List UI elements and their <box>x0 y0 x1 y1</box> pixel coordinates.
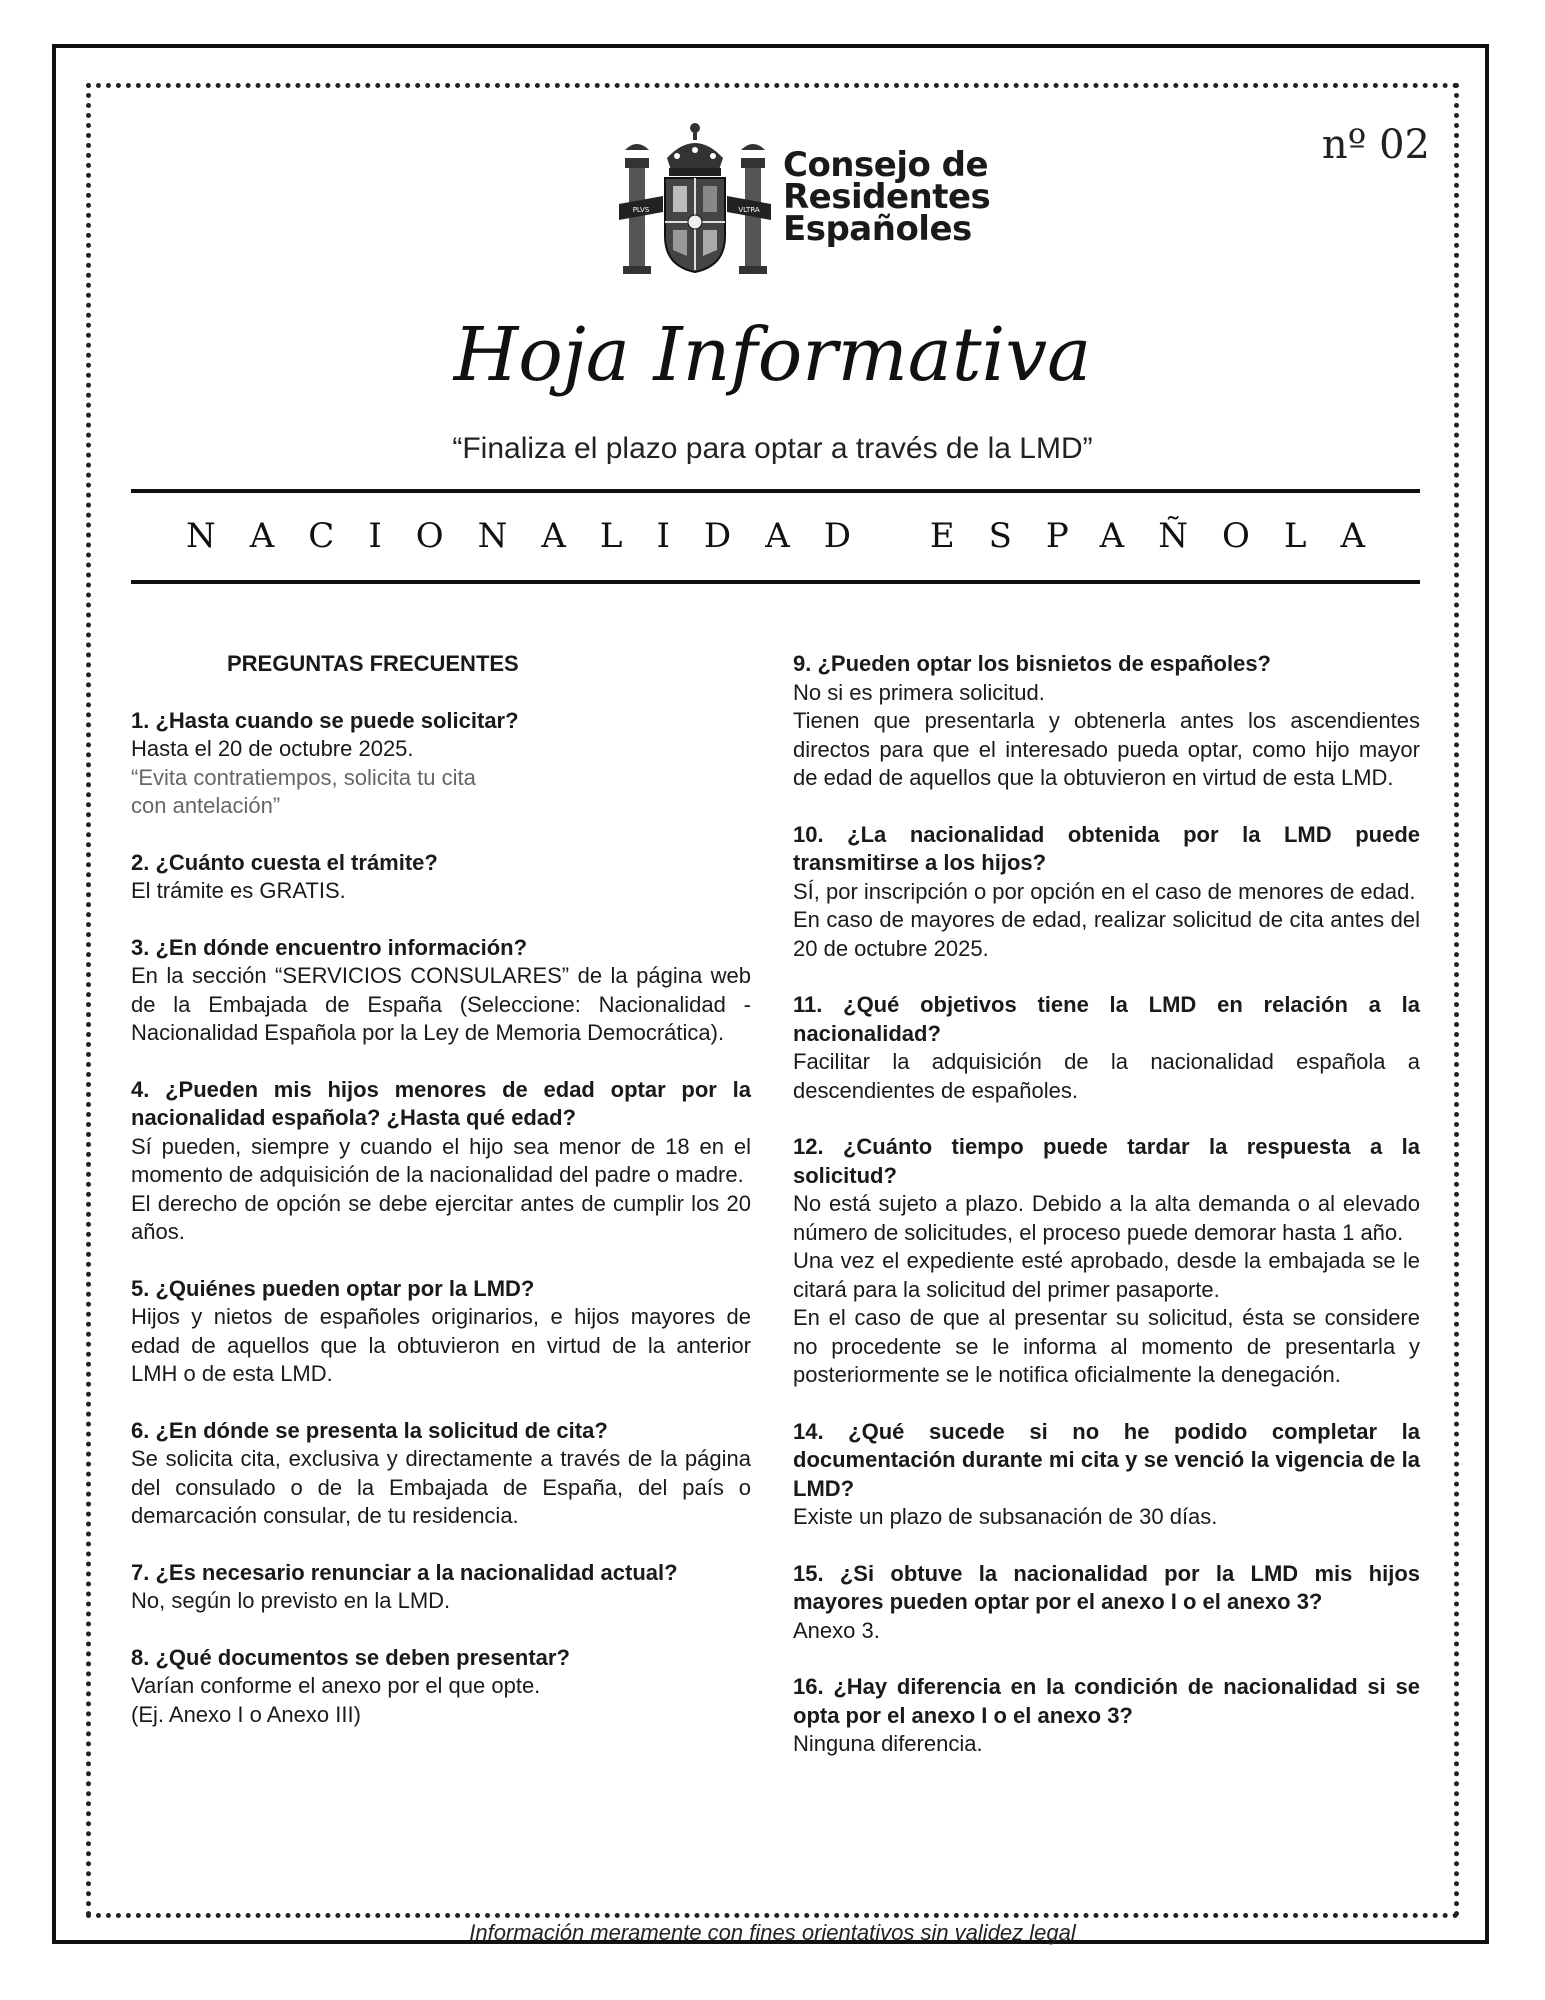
faq-question: 16. ¿Hay diferencia en la condición de nacionalidad si se opta por el anexo I o el anexo 3? <box>793 1674 1420 1728</box>
faq-question: 2. ¿Cuánto cuesta el trámite? <box>131 849 438 875</box>
faq-question: 5. ¿Quiénes pueden optar por la LMD? <box>131 1275 535 1301</box>
organization-name <box>783 145 991 249</box>
section-title: NACIONALIDAD ESPAÑOLA <box>186 516 1399 556</box>
coat-of-arms-icon <box>615 118 775 276</box>
logo <box>615 118 990 276</box>
faq-answer: Sí pueden, siempre y cuando el hijo sea menor de 18 en el momento de adquisición de la nacionalidad del padre o madre. <box>131 1133 751 1187</box>
faq-answer: No, según lo previsto en la LMD. <box>131 1588 451 1613</box>
organization-name-line-1: Consejo de <box>783 145 989 185</box>
faq-answer: Se solicita cita, exclusiva y directamente a través de la página del consulado o de la Embajada de España, del país o demarcación consular, de tu residencia. <box>131 1446 751 1528</box>
faq-answer: En el caso de que al presentar su solicitud, ésta se considere no procedente se le informa al momento de presentarla y posteriormente se le notifica oficialmente la denegación. <box>793 1305 1420 1387</box>
faq-heading: PREGUNTAS FRECUENTES <box>227 651 519 676</box>
faq-item <box>793 991 1420 1105</box>
faq-note: “Evita contratiempos, solicita tu cita <box>131 764 476 790</box>
faq-answer: Varían conforme el anexo por el que opte. <box>131 1673 541 1698</box>
faq-item <box>131 849 751 906</box>
faq-item <box>793 1133 1420 1390</box>
faq-item <box>793 1418 1420 1532</box>
faq-question: 8. ¿Qué documentos se deben presentar? <box>131 1644 570 1670</box>
faq-question: 10. ¿La nacionalidad obtenida por la LMD puede transmitirse a los hijos? <box>793 821 1420 875</box>
faq-item <box>131 934 751 1048</box>
faq-column-right <box>793 650 1420 1787</box>
faq-item <box>793 1673 1420 1759</box>
faq-item <box>131 1076 751 1247</box>
faq-item <box>131 1275 751 1389</box>
faq-question: 12. ¿Cuánto tiempo puede tardar la respuesta a la solicitud? <box>793 1134 1420 1188</box>
ribbon-right-text: VLTRA <box>738 206 760 214</box>
faq-item <box>131 1559 751 1616</box>
top-divider <box>131 489 1420 493</box>
faq-column-left <box>131 650 751 1757</box>
faq-question: 14. ¿Qué sucede si no he podido completar la documentación durante mi cita y se venció la vigencia de la LMD? <box>793 1418 1420 1501</box>
faq-answer: En caso de mayores de edad, realizar solicitud de cita antes del 20 de octubre 2025. <box>793 907 1420 961</box>
faq-answer: Una vez el expediente esté aprobado, desde la embajada se le citará para la solicitud del primer pasaporte. <box>793 1248 1420 1302</box>
faq-answer: (Ej. Anexo I o Anexo III) <box>131 1701 361 1727</box>
faq-note: con antelación” <box>131 793 281 818</box>
faq-question: 11. ¿Qué objetivos tiene la LMD en relación a la nacionalidad? <box>793 992 1420 1046</box>
faq-item <box>131 707 751 821</box>
faq-answer: No si es primera solicitud. <box>793 679 1045 705</box>
faq-answer: Hasta el 20 de octubre 2025. <box>131 736 414 761</box>
faq-answer: Facilitar la adquisición de la nacionalidad española a descendientes de españoles. <box>793 1049 1420 1103</box>
faq-question: 15. ¿Si obtuve la nacionalidad por la LMD mis hijos mayores pueden optar por el anexo I o el anexo 3? <box>793 1560 1420 1614</box>
faq-question: 6. ¿En dónde se presenta la solicitud de cita? <box>131 1417 608 1443</box>
faq-answer: Existe un plazo de subsanación de 30 días. <box>793 1504 1218 1529</box>
faq-answer: Tienen que presentarla y obtenerla antes los ascendientes directos para que el interesado pueda optar, como hijo mayor de edad de aquellos que la obtuvieron en virtud de esta LMD. <box>793 708 1420 790</box>
organization-name-line-3: Españoles <box>783 209 972 249</box>
faq-item <box>131 1644 751 1730</box>
faq-question: 4. ¿Pueden mis hijos menores de edad optar por la nacionalidad española? ¿Hasta qué edad? <box>131 1076 751 1130</box>
footer-disclaimer: Información meramente con fines orientativos sin validez legal <box>469 1920 1076 1945</box>
faq-answer: El trámite es GRATIS. <box>131 878 346 903</box>
faq-item <box>793 821 1420 964</box>
faq-question: 1. ¿Hasta cuando se puede solicitar? <box>131 707 519 733</box>
page-subtitle: “Finaliza el plazo para optar a través de la LMD” <box>452 432 1093 465</box>
faq-answer: Ninguna diferencia. <box>793 1731 983 1756</box>
faq-answer: Anexo 3. <box>793 1617 880 1643</box>
faq-answer: En la sección “SERVICIOS CONSULARES” de la página web de la Embajada de España (Seleccione: Nacionalidad - Nacionalidad Española por la Ley de Memoria Democrática). <box>131 963 751 1045</box>
page-title: Hoja Informativa <box>453 312 1092 398</box>
faq-answer: SÍ, por inscripción o por opción en el caso de menores de edad. <box>793 878 1416 904</box>
faq-item <box>793 1560 1420 1646</box>
faq-item <box>131 1417 751 1531</box>
faq-answer: El derecho de opción se debe ejercitar antes de cumplir los 20 años. <box>131 1190 751 1244</box>
bottom-divider <box>131 580 1420 584</box>
faq-question: 3. ¿En dónde encuentro información? <box>131 934 528 960</box>
faq-answer: No está sujeto a plazo. Debido a la alta demanda o al elevado número de solicitudes, el proceso puede demorar hasta 1 año. <box>793 1191 1420 1245</box>
faq-answer: Hijos y nietos de españoles originarios, e hijos mayores de edad de aquellos que la obtuvieron en virtud de la anterior LMH o de esta LMD. <box>131 1304 751 1386</box>
organization-name-line-2: Residentes <box>783 177 991 217</box>
ribbon-left-text: PLVS <box>632 206 650 214</box>
faq-question: 7. ¿Es necesario renunciar a la nacionalidad actual? <box>131 1559 678 1585</box>
faq-question: 9. ¿Pueden optar los bisnietos de españoles? <box>793 651 1271 676</box>
issue-number: nº 02 <box>1321 122 1430 168</box>
faq-item <box>793 650 1420 793</box>
